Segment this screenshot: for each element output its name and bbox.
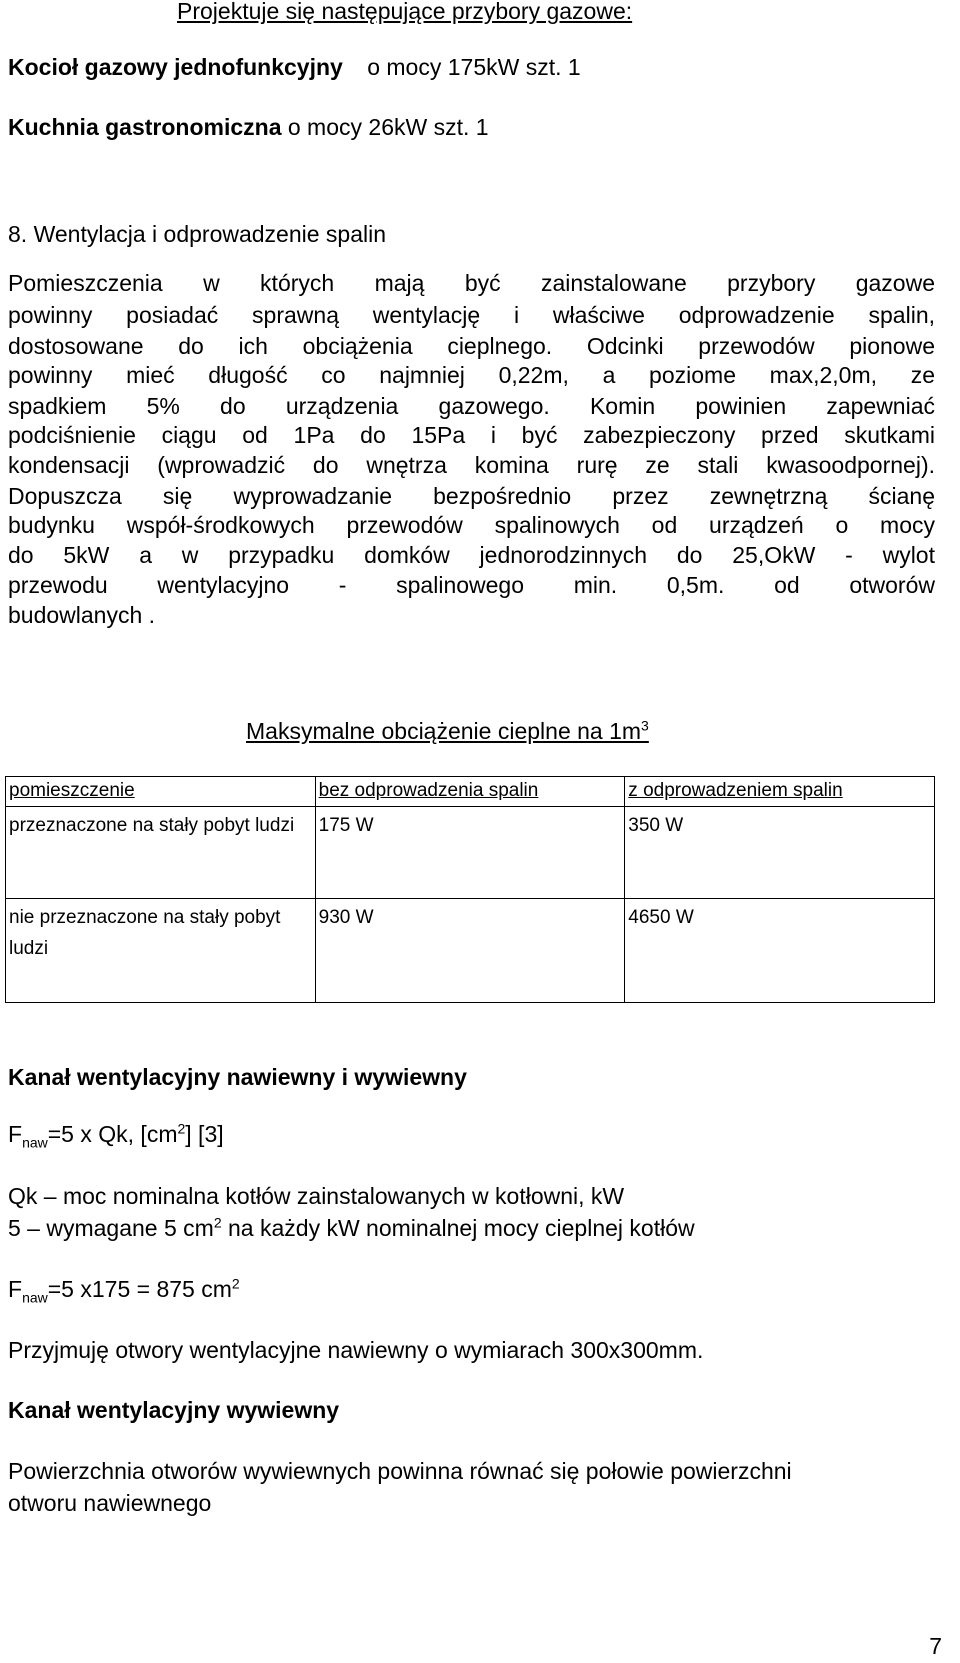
table-row [6,807,935,899]
table-title-text: Maksymalne obciążenie cieplne na 1m [246,718,642,744]
paragraph-line: budowlanych . [8,602,156,628]
table-title [246,718,649,745]
item-kitchen-spec: o mocy 26kW szt. 1 [287,114,489,140]
formula-result: $F_{naw}=5$ x175 = 875 $cm^2$ [8,1275,240,1306]
item-boiler-spec: o mocy 175kW szt. 1 [367,54,581,80]
table-cell: 350 W [625,807,935,899]
kanal-wywiewny-heading: Kanał wentylacyjny wywiewny [8,1397,340,1423]
table-header-row [6,777,935,807]
item-kitchen [8,114,489,141]
table-row [6,899,935,1003]
paragraph-line: podciśnienie ciągu od 1Pa do 15Pa i być zabezpieczony przed skutkami [8,422,935,448]
paragraph-line: Pomieszczenia w których mają być zainstalowane przybory gazowe [8,270,935,296]
paragraph-line: Dopuszcza się wyprowadzanie bezpośrednio przez zewnętrzną ścianę [8,483,935,509]
table-cell: nie przeznaczone na stały pobyt ludzi [6,899,316,1003]
table-cell: 4650 W [625,899,935,1003]
definition-qk: Qk – moc nominalna kotłów zainstalowanych w kotłowni, kW [8,1183,625,1209]
paragraph-line: do 5kW a w przypadku domków jednorodzinnych do 25,OkW - wylot [8,542,935,568]
paragraph-line: powinny mieć długość co najmniej 0,22m, a poziome max,2,0m, ze [8,362,935,388]
formula-fnaw: $F_{naw}=5$ x Qk, $[cm^2]$ [3] [8,1120,224,1151]
przyjmuje-text: Przyjmuję otwory wentylacyjne nawiewny o wymiarach 300x300mm. [8,1337,704,1363]
paragraph-line: powinny posiadać sprawną wentylację i właściwe odprowadzenie spalin, [8,302,935,328]
table-cell: 175 W [315,807,625,899]
item-kitchen-name: Kuchnia gastronomiczna [8,114,282,140]
final-line: otworu nawiewnego [8,1490,212,1516]
table-cell: 930 W [315,899,625,1003]
page-number: 7 [929,1633,942,1659]
final-line: Powierzchnia otworów wywiewnych powinna równać się połowie powierzchni [8,1458,792,1484]
kanal-nawiewny-heading: Kanał wentylacyjny nawiewny i wywiewny [8,1064,467,1090]
paragraph-line: dostosowane do ich obciążenia cieplnego. Odcinki przewodów pionowe [8,333,935,359]
paragraph-line: przewodu wentylacyjno - spalinowego min. 0,5m. od otworów [8,572,935,598]
paragraph-line: budynku współ-środkowych przewodów spalinowych od urządzeń o mocy [8,512,935,538]
heat-load-table [5,776,935,1003]
table-cell: przeznaczone na stały pobyt ludzi [6,807,316,899]
item-boiler-name: Kocioł gazowy jednofunkcyjny [8,54,343,80]
definition-5: 5 – wymagane 5 $cm^2$ na każdy kW nominalnej mocy cieplnej kotłów [8,1214,695,1241]
section-title: 8. Wentylacja i odprowadzenie spalin [8,221,387,247]
table-title-sup: 3 [641,717,649,734]
intro-heading: Projektuje się następujące przybory gazowe: [177,0,633,24]
table-header-cell: bez odprowadzenia spalin [315,777,625,807]
table-header-cell: z odprowadzeniem spalin [625,777,935,807]
paragraph-line: kondensacji (wprowadzić do wnętrza komina rurę ze stali kwasoodpornej). [8,452,935,478]
paragraph-line: spadkiem 5% do urządzenia gazowego. Komin powinien zapewniać [8,393,935,419]
item-boiler [8,54,581,81]
table-header-cell: pomieszczenie [6,777,316,807]
